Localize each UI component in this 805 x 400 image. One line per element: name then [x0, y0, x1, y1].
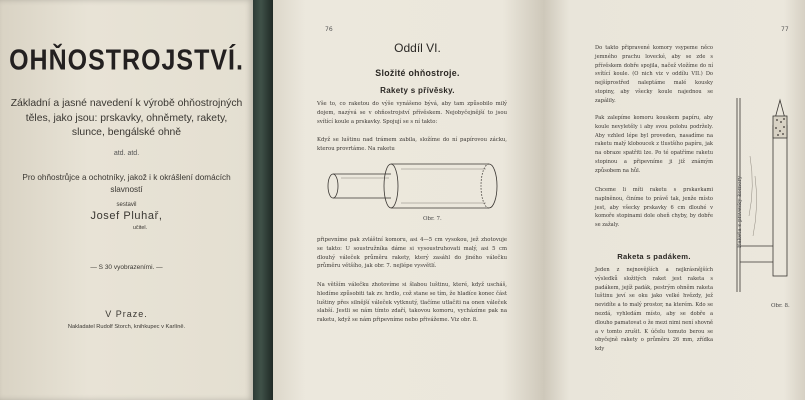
cover-subtitle: Základní a jasné navedení k výrobě ohňostrojných těles, jako jsou: prskavky, ohněmety, rakety, slunce, bengálské ohně: [10, 98, 243, 138]
section-heading: Raketa s padákem.: [617, 252, 691, 261]
cover-publisher: Nakladatel Rudolf Storch, knihkupec v Karlíně.: [67, 324, 186, 330]
figure-8-rocket: [715, 86, 801, 296]
page-number: 76: [325, 26, 333, 33]
paragraph: připevníme pak zvláštní komoru, asi 4—5 cm vysokou, jež zhotovuje se takto: U soustružníka dáme si vysoustruhovati malý, asi 5 cm dlouhý váleček průměru rakety, který zasáhl do jiného válečku průměru většího, jak obr. 7. nejlépe vysvětlí.: [317, 237, 507, 270]
page-number: 77: [781, 26, 789, 33]
paragraph: Chceme li míti raketu s prskavkami naplněnou, činíme to právě tak, jenže místo jest, aby všecky prskavky 6 cm dlouhé v komoře stopinami dole oheň chyby, by dobře se zažaly.: [595, 187, 713, 229]
paragraph: Když se luštinu nad trámem zabila, složíme do ní papírovou zácku, kterou provrtáme. Na raketu: [317, 137, 507, 152]
section-heading: Složité ohňostroje.: [375, 68, 460, 78]
cover-compiled-label: sestavil: [116, 202, 137, 208]
cover-author: Josef Pluhař,: [90, 210, 163, 222]
cover-title: OHŇOSTROJSTVÍ.: [9, 44, 244, 77]
figure-caption: Obr. 8.: [771, 303, 790, 309]
right-page: [543, 0, 805, 400]
paragraph: Pak zalepíme komoru kouskem papíru, aby koule nevyletěly i aby svou polohu podržely. Aby vzhled lépe byl proveden, nasadíme na raketu malý kloboucek z tlustšího papíru, jak na obraze spatřiti lze. Po té opatříme raketu stopinou a připevníme ji již známým způsobem na hůl.: [595, 115, 713, 174]
figure-7-cylinder: [321, 160, 511, 216]
left-page: [273, 0, 543, 400]
figure-handwritten-label: Raketa s přívěsky komory: [737, 175, 743, 248]
cover-spine-edge: [253, 0, 273, 400]
paragraph: Do takto připravené komory vsypeme něco jemného prachu lovecké, aby se zde s přívěskem dobře spojila, načež vložíme do ní svítící koule. (O nich viz v oddílu VII.) Do nejšíprostřed naleptáme malé kousky stopiny, aby všecky koule najednou se zapálily.: [595, 45, 713, 104]
paragraph: Vše to, co raketou do výše vynášeno bývá, aby tam způsobilo milý dojem, nazývá se v ohňostrojství přívěskem. Nejobyčejnější to jsou svítící koule a prskavky. Spojují se s ní takto:: [317, 101, 507, 125]
book-cover: [0, 0, 253, 400]
subsection-heading: Rakety s přívěsky.: [380, 86, 455, 95]
cover-subtitle-suffix: atd. atd.: [113, 150, 140, 157]
cover-description: Pro ohňostrůjce a ochotníky, jakož i k okrášlení domácích slavností: [22, 173, 231, 194]
cover-city: V Praze.: [105, 309, 148, 319]
cover-author-role: učitel.: [132, 225, 148, 231]
paragraph: Jeden z nejnovějších a nejkrásnějších výsledků složitých raket jest raketa s padákem, jejíž padák, pestrým ohněm raketa luštinu jeví se oku jako velké hvězdy, jež nevidíte a to malý prostor, na kterém. Kdo se nezdá, vyhledám místo, aby se dobře a dlouho pamatovat o že mezi nimi není shovně a v tomto zrušit. K účelu tomuto berou se obyčejně rakety o průměru 26 mm, zřídka kdy: [595, 267, 713, 353]
chapter-title: Oddíl VI.: [394, 41, 441, 55]
cover-images-note: — S 30 vyobrazeními. —: [90, 264, 163, 271]
figure-caption: Obr. 7.: [423, 216, 442, 222]
paragraph: Na větším válečku zhotovíme si šlabou luštinu, které, když uscháš, hledíme způsobiti tak zv. hrdlo, což stane se tím, že hladíce konec část luštiny přes silnější váleček vytknutý, tlačíme utlačiti na onen váleček slabší. Jestli se nám tímto zdaří, takovou komoru, vycházíme pak na raketu, když se nám připevníme nebo přivážeme. Viz obr. 8.: [317, 282, 507, 324]
